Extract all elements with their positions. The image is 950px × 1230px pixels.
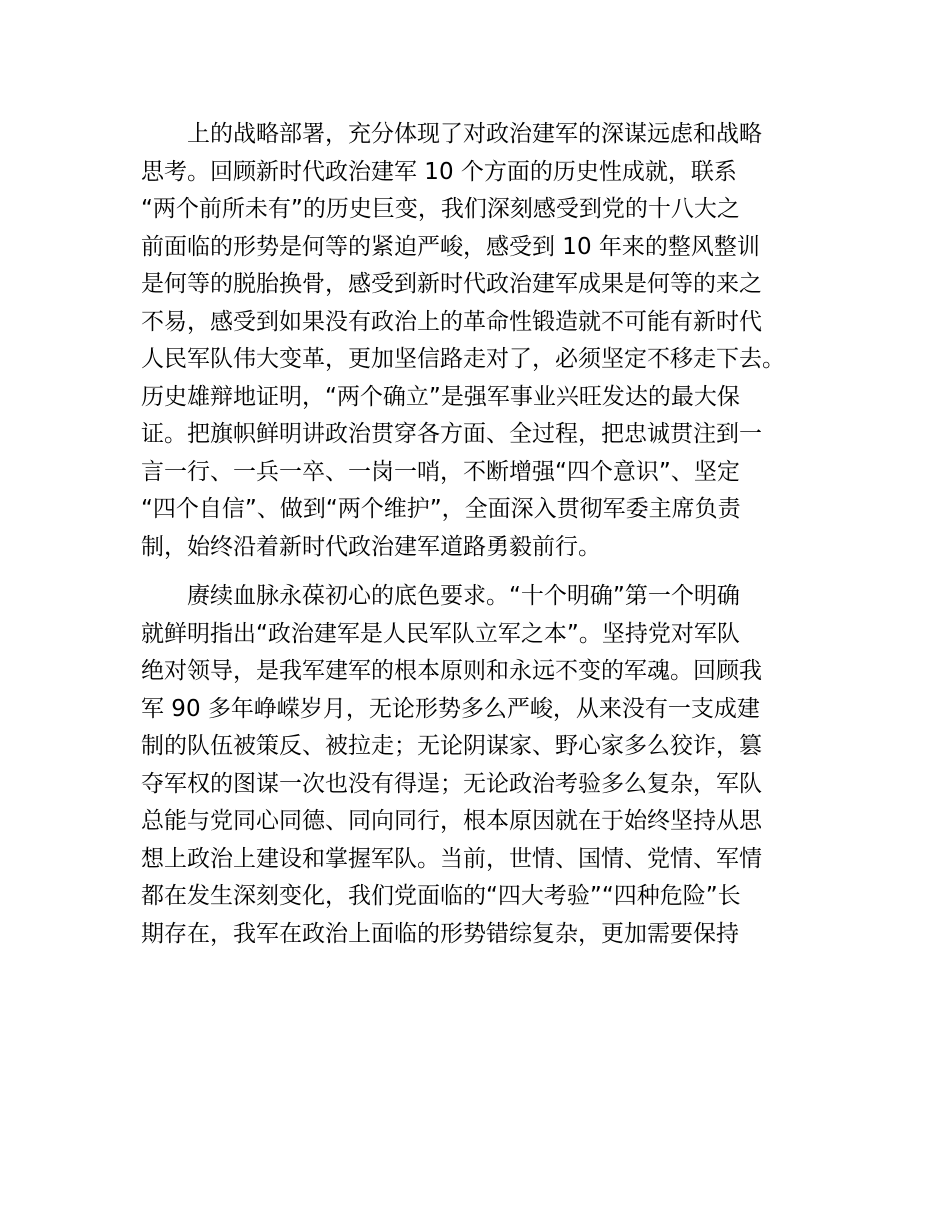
text-line: 夺军权的图谋一次也没有得逞；无论政治考验多么复杂，军队 [141,770,762,797]
text-line: “四个自信”、做到“两个维护”，全面深入贯彻军委主席负责 [141,496,741,522]
text-line: 军 90 多年峥嵘岁月，无论形势多么严峻，从来没有一支成建 [141,695,760,722]
text-line: 人民军队伟大变革，更加坚信路走对了，必须坚定不移走下去。 [141,346,785,372]
text-line: 制，始终沿着新时代政治建军道路勇毅前行。 [141,533,601,560]
text-line: 思考。回顾新时代政治建军 10 个方面的历史性成就，联系 [141,158,737,185]
text-line: 是何等的脱胎换骨，感受到新时代政治建军成果是何等的来之 [141,271,762,297]
text-line: 言一行、一兵一卒、一岗一哨，不断增强“四个意识”、坚定 [141,458,740,485]
text-line: 总能与党同心同德、同向同行，根本原因就在于始终坚持从思 [141,808,762,834]
text-line: “两个前所未有”的历史巨变，我们深刻感受到党的十八大之 [141,196,740,222]
body-text [141,116,821,953]
paragraph-1 [141,116,821,566]
text-line: 想上政治上建设和掌握军队。当前，世情、国情、党情、军情 [141,845,762,872]
text-line: 绝对领导，是我军建军的根本原则和永远不变的军魂。回顾我 [141,658,762,684]
text-line: 赓续血脉永葆初心的底色要求。“十个明确”第一个明确 [187,583,740,609]
text-line: 不易，感受到如果没有政治上的革命性锻造就不可能有新时代 [141,308,762,335]
text-line: 证。把旗帜鲜明讲政治贯穿各方面、全过程，把忠诚贯注到一 [141,421,762,447]
text-line: 都在发生深刻变化，我们党面临的“四大考验”“四种危险”长 [141,883,741,909]
text-line: 就鲜明指出“政治建军是人民军队立军之本”。坚持党对军队 [141,620,740,647]
text-line: 期存在，我军在政治上面临的形势错综复杂，更加需要保持 [141,920,739,947]
text-line: 前面临的形势是何等的紧迫严峻，感受到 10 年来的整风整训 [141,233,760,260]
text-line: 制的队伍被策反、被拉走；无论阴谋家、野心家多么狡诈，篡 [141,733,762,759]
paragraph-2 [141,578,821,953]
text-line: 历史雄辩地证明，“两个确立”是强军事业兴旺发达的最大保 [141,383,740,410]
text-line: 上的战略部署，充分体现了对政治建军的深谋远虑和战略 [187,121,762,147]
